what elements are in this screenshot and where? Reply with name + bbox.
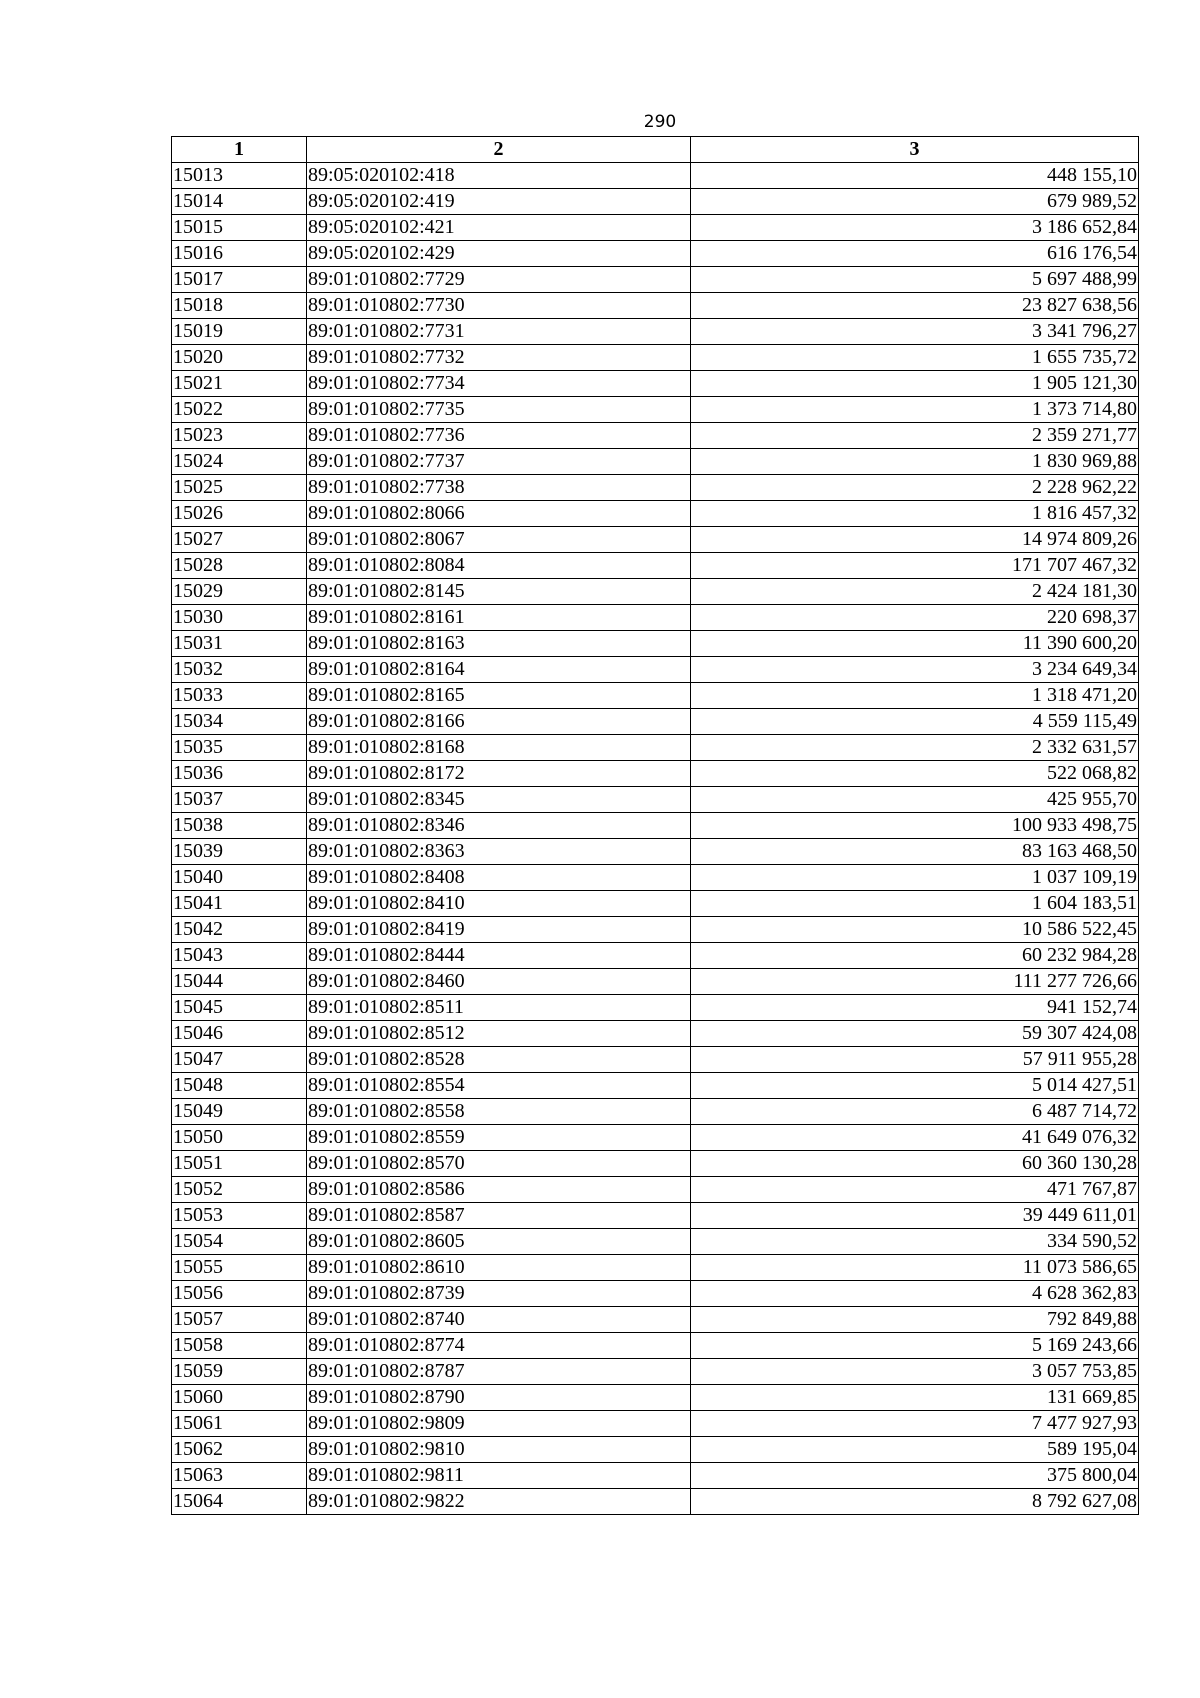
table-row (172, 761, 1139, 787)
value-cell: 425 955,70 (691, 787, 1139, 813)
row-number-cell: 15016 (172, 241, 307, 267)
table-row (172, 943, 1139, 969)
table-row (172, 995, 1139, 1021)
cadastral-number-cell: 89:01:010802:7729 (307, 267, 691, 293)
row-number-cell: 15044 (172, 969, 307, 995)
cadastral-number-cell: 89:01:010802:8166 (307, 709, 691, 735)
table-row (172, 787, 1139, 813)
table-row (172, 1177, 1139, 1203)
cadastral-number-cell: 89:05:020102:418 (307, 163, 691, 189)
value-cell: 57 911 955,28 (691, 1047, 1139, 1073)
cadastral-number-cell: 89:01:010802:8740 (307, 1307, 691, 1333)
row-number-cell: 15027 (172, 527, 307, 553)
value-cell: 616 176,54 (691, 241, 1139, 267)
value-cell: 4 559 115,49 (691, 709, 1139, 735)
value-cell: 471 767,87 (691, 1177, 1139, 1203)
table-row (172, 1385, 1139, 1411)
table-row (172, 1229, 1139, 1255)
cadastral-number-cell: 89:01:010802:7731 (307, 319, 691, 345)
row-number-cell: 15024 (172, 449, 307, 475)
header-row (172, 137, 1139, 163)
table-row (172, 319, 1139, 345)
table-row (172, 1359, 1139, 1385)
page-number: 290 (643, 112, 677, 132)
value-cell: 2 332 631,57 (691, 735, 1139, 761)
value-cell: 1 816 457,32 (691, 501, 1139, 527)
row-number-cell: 15032 (172, 657, 307, 683)
table-row (172, 267, 1139, 293)
row-number-cell: 15043 (172, 943, 307, 969)
row-number-cell: 15022 (172, 397, 307, 423)
table-row (172, 1437, 1139, 1463)
row-number-cell: 15014 (172, 189, 307, 215)
value-cell: 1 655 735,72 (691, 345, 1139, 371)
table-row (172, 839, 1139, 865)
cadastral-number-cell: 89:01:010802:8605 (307, 1229, 691, 1255)
table-row (172, 1099, 1139, 1125)
value-cell: 4 628 362,83 (691, 1281, 1139, 1307)
table-row (172, 397, 1139, 423)
value-cell: 1 830 969,88 (691, 449, 1139, 475)
row-number-cell: 15052 (172, 1177, 307, 1203)
table-row (172, 1333, 1139, 1359)
cadastral-number-cell: 89:01:010802:8587 (307, 1203, 691, 1229)
table-row (172, 1307, 1139, 1333)
row-number-cell: 15021 (172, 371, 307, 397)
cadastral-number-cell: 89:01:010802:7736 (307, 423, 691, 449)
value-cell: 59 307 424,08 (691, 1021, 1139, 1047)
cadastral-number-cell: 89:01:010802:8168 (307, 735, 691, 761)
row-number-cell: 15018 (172, 293, 307, 319)
cadastral-number-cell: 89:01:010802:8610 (307, 1255, 691, 1281)
table-row (172, 423, 1139, 449)
value-cell: 1 373 714,80 (691, 397, 1139, 423)
cadastral-number-cell: 89:01:010802:8787 (307, 1359, 691, 1385)
table-row (172, 1021, 1139, 1047)
column-header-2: 2 (307, 137, 691, 163)
table-row (172, 527, 1139, 553)
cadastral-number-cell: 89:01:010802:8066 (307, 501, 691, 527)
cadastral-number-cell: 89:01:010802:8570 (307, 1151, 691, 1177)
cadastral-number-cell: 89:01:010802:8512 (307, 1021, 691, 1047)
table-row (172, 1411, 1139, 1437)
value-cell: 792 849,88 (691, 1307, 1139, 1333)
row-number-cell: 15054 (172, 1229, 307, 1255)
table-row (172, 891, 1139, 917)
cadastral-number-cell: 89:01:010802:8460 (307, 969, 691, 995)
row-number-cell: 15058 (172, 1333, 307, 1359)
row-number-cell: 15034 (172, 709, 307, 735)
value-cell: 14 974 809,26 (691, 527, 1139, 553)
value-cell: 220 698,37 (691, 605, 1139, 631)
value-cell: 2 228 962,22 (691, 475, 1139, 501)
table-row (172, 1125, 1139, 1151)
row-number-cell: 15041 (172, 891, 307, 917)
row-number-cell: 15028 (172, 553, 307, 579)
value-cell: 2 359 271,77 (691, 423, 1139, 449)
value-cell: 5 697 488,99 (691, 267, 1139, 293)
value-cell: 1 037 109,19 (691, 865, 1139, 891)
value-cell: 6 487 714,72 (691, 1099, 1139, 1125)
row-number-cell: 15023 (172, 423, 307, 449)
row-number-cell: 15061 (172, 1411, 307, 1437)
row-number-cell: 15053 (172, 1203, 307, 1229)
table-row (172, 1255, 1139, 1281)
table-row (172, 605, 1139, 631)
cadastral-number-cell: 89:01:010802:8408 (307, 865, 691, 891)
table-row (172, 501, 1139, 527)
cadastral-number-cell: 89:01:010802:9822 (307, 1489, 691, 1515)
table-row (172, 579, 1139, 605)
cadastral-number-cell: 89:01:010802:9811 (307, 1463, 691, 1489)
table-row (172, 631, 1139, 657)
table-row (172, 449, 1139, 475)
row-number-cell: 15017 (172, 267, 307, 293)
cadastral-number-cell: 89:01:010802:8559 (307, 1125, 691, 1151)
row-number-cell: 15055 (172, 1255, 307, 1281)
value-cell: 100 933 498,75 (691, 813, 1139, 839)
cadastral-number-cell: 89:01:010802:8739 (307, 1281, 691, 1307)
value-cell: 3 186 652,84 (691, 215, 1139, 241)
row-number-cell: 15049 (172, 1099, 307, 1125)
cadastral-number-cell: 89:01:010802:7734 (307, 371, 691, 397)
value-cell: 3 057 753,85 (691, 1359, 1139, 1385)
row-number-cell: 15015 (172, 215, 307, 241)
value-cell: 111 277 726,66 (691, 969, 1139, 995)
table-row (172, 215, 1139, 241)
cadastral-number-cell: 89:01:010802:8145 (307, 579, 691, 605)
table-row (172, 1489, 1139, 1515)
cadastral-number-cell: 89:01:010802:8163 (307, 631, 691, 657)
cadastral-number-cell: 89:01:010802:8554 (307, 1073, 691, 1099)
cadastral-number-cell: 89:01:010802:8363 (307, 839, 691, 865)
row-number-cell: 15020 (172, 345, 307, 371)
value-cell: 1 905 121,30 (691, 371, 1139, 397)
row-number-cell: 15038 (172, 813, 307, 839)
value-cell: 1 318 471,20 (691, 683, 1139, 709)
row-number-cell: 15035 (172, 735, 307, 761)
value-cell: 589 195,04 (691, 1437, 1139, 1463)
cadastral-number-cell: 89:01:010802:9810 (307, 1437, 691, 1463)
table-row (172, 475, 1139, 501)
cadastral-number-cell: 89:01:010802:8444 (307, 943, 691, 969)
row-number-cell: 15013 (172, 163, 307, 189)
row-number-cell: 15037 (172, 787, 307, 813)
cadastral-number-cell: 89:01:010802:8774 (307, 1333, 691, 1359)
value-cell: 10 586 522,45 (691, 917, 1139, 943)
value-cell: 83 163 468,50 (691, 839, 1139, 865)
table-row (172, 1151, 1139, 1177)
row-number-cell: 15025 (172, 475, 307, 501)
table-row (172, 189, 1139, 215)
value-cell: 5 169 243,66 (691, 1333, 1139, 1359)
row-number-cell: 15039 (172, 839, 307, 865)
row-number-cell: 15030 (172, 605, 307, 631)
cadastral-number-cell: 89:01:010802:8164 (307, 657, 691, 683)
row-number-cell: 15060 (172, 1385, 307, 1411)
row-number-cell: 15036 (172, 761, 307, 787)
cadastral-number-cell: 89:01:010802:7737 (307, 449, 691, 475)
cadastral-number-cell: 89:01:010802:8084 (307, 553, 691, 579)
table-row (172, 813, 1139, 839)
table-row (172, 293, 1139, 319)
table-row (172, 241, 1139, 267)
row-number-cell: 15057 (172, 1307, 307, 1333)
value-cell: 131 669,85 (691, 1385, 1139, 1411)
cadastral-number-cell: 89:01:010802:8345 (307, 787, 691, 813)
table-row (172, 917, 1139, 943)
row-number-cell: 15064 (172, 1489, 307, 1515)
cadastral-number-cell: 89:01:010802:8528 (307, 1047, 691, 1073)
row-number-cell: 15019 (172, 319, 307, 345)
row-number-cell: 15040 (172, 865, 307, 891)
value-cell: 375 800,04 (691, 1463, 1139, 1489)
table-row (172, 735, 1139, 761)
value-cell: 3 341 796,27 (691, 319, 1139, 345)
value-cell: 1 604 183,51 (691, 891, 1139, 917)
table-header (172, 137, 1139, 163)
table-row (172, 865, 1139, 891)
row-number-cell: 15029 (172, 579, 307, 605)
cadastral-number-cell: 89:01:010802:8410 (307, 891, 691, 917)
cadastral-number-cell: 89:01:010802:8346 (307, 813, 691, 839)
cadastral-number-cell: 89:01:010802:7732 (307, 345, 691, 371)
cadastral-number-cell: 89:01:010802:8419 (307, 917, 691, 943)
row-number-cell: 15033 (172, 683, 307, 709)
cadastral-number-cell: 89:05:020102:429 (307, 241, 691, 267)
row-number-cell: 15042 (172, 917, 307, 943)
cadastral-number-cell: 89:01:010802:8586 (307, 1177, 691, 1203)
row-number-cell: 15062 (172, 1437, 307, 1463)
row-number-cell: 15059 (172, 1359, 307, 1385)
cadastral-number-cell: 89:01:010802:9809 (307, 1411, 691, 1437)
cadastral-number-cell: 89:01:010802:7738 (307, 475, 691, 501)
value-cell: 5 014 427,51 (691, 1073, 1139, 1099)
value-cell: 8 792 627,08 (691, 1489, 1139, 1515)
table-row (172, 683, 1139, 709)
table-row (172, 969, 1139, 995)
table-row (172, 709, 1139, 735)
table-row (172, 1047, 1139, 1073)
value-cell: 448 155,10 (691, 163, 1139, 189)
value-cell: 522 068,82 (691, 761, 1139, 787)
value-cell: 23 827 638,56 (691, 293, 1139, 319)
value-cell: 60 232 984,28 (691, 943, 1139, 969)
cadastral-number-cell: 89:05:020102:419 (307, 189, 691, 215)
row-number-cell: 15048 (172, 1073, 307, 1099)
value-cell: 7 477 927,93 (691, 1411, 1139, 1437)
table-row (172, 371, 1139, 397)
row-number-cell: 15050 (172, 1125, 307, 1151)
cadastral-number-cell: 89:01:010802:8172 (307, 761, 691, 787)
cadastral-number-cell: 89:01:010802:8511 (307, 995, 691, 1021)
table-row (172, 657, 1139, 683)
row-number-cell: 15046 (172, 1021, 307, 1047)
row-number-cell: 15026 (172, 501, 307, 527)
row-number-cell: 15051 (172, 1151, 307, 1177)
cadastral-number-cell: 89:05:020102:421 (307, 215, 691, 241)
row-number-cell: 15045 (172, 995, 307, 1021)
column-header-1: 1 (172, 137, 307, 163)
table-row (172, 1073, 1139, 1099)
cadastral-number-cell: 89:01:010802:8165 (307, 683, 691, 709)
value-cell: 60 360 130,28 (691, 1151, 1139, 1177)
value-cell: 941 152,74 (691, 995, 1139, 1021)
value-cell: 171 707 467,32 (691, 553, 1139, 579)
value-cell: 11 390 600,20 (691, 631, 1139, 657)
value-cell: 334 590,52 (691, 1229, 1139, 1255)
row-number-cell: 15063 (172, 1463, 307, 1489)
row-number-cell: 15031 (172, 631, 307, 657)
table-body (172, 163, 1139, 1515)
table-row (172, 1463, 1139, 1489)
cadastral-number-cell: 89:01:010802:8161 (307, 605, 691, 631)
table-row (172, 163, 1139, 189)
row-number-cell: 15056 (172, 1281, 307, 1307)
cadastral-number-cell: 89:01:010802:8790 (307, 1385, 691, 1411)
table-row (172, 1203, 1139, 1229)
column-header-3: 3 (691, 137, 1139, 163)
cadastral-number-cell: 89:01:010802:8558 (307, 1099, 691, 1125)
table-row (172, 553, 1139, 579)
cadastral-number-cell: 89:01:010802:7730 (307, 293, 691, 319)
row-number-cell: 15047 (172, 1047, 307, 1073)
value-cell: 11 073 586,65 (691, 1255, 1139, 1281)
value-cell: 3 234 649,34 (691, 657, 1139, 683)
value-cell: 2 424 181,30 (691, 579, 1139, 605)
data-table (171, 136, 1139, 1515)
value-cell: 679 989,52 (691, 189, 1139, 215)
value-cell: 39 449 611,01 (691, 1203, 1139, 1229)
cadastral-number-cell: 89:01:010802:7735 (307, 397, 691, 423)
cadastral-number-cell: 89:01:010802:8067 (307, 527, 691, 553)
table-row (172, 1281, 1139, 1307)
table-row (172, 345, 1139, 371)
value-cell: 41 649 076,32 (691, 1125, 1139, 1151)
